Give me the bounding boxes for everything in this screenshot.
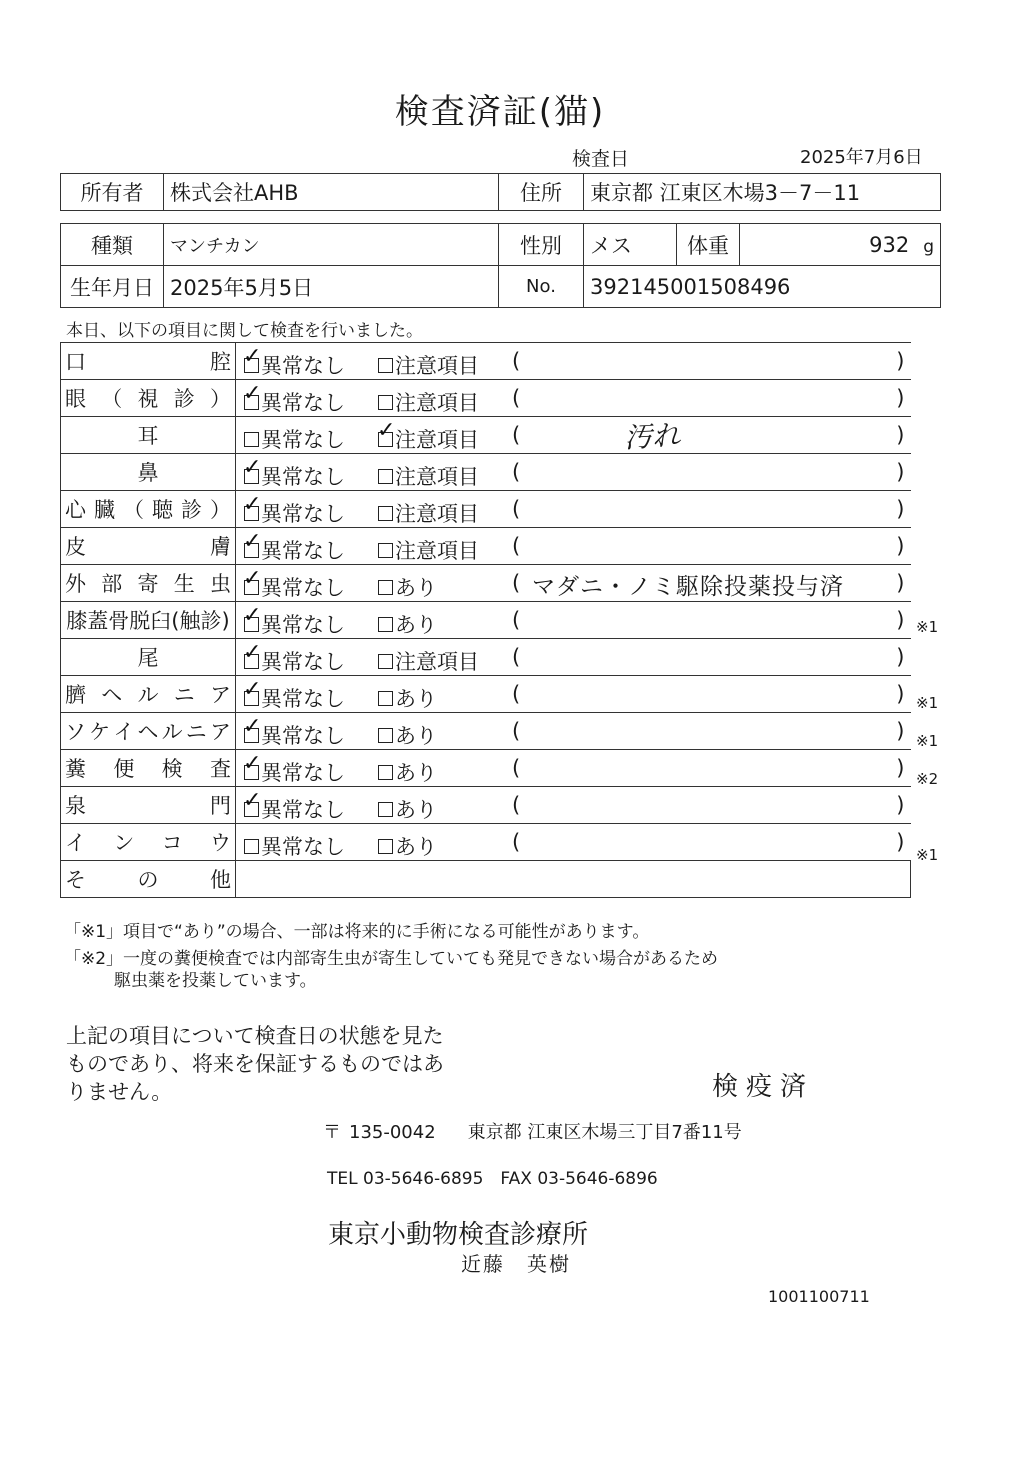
option-normal [243, 639, 345, 676]
result-cell [236, 565, 911, 602]
check-mark-icon: ✓ [243, 602, 262, 628]
birth-label: 生年月日 [61, 266, 164, 308]
item-name [61, 528, 236, 565]
item-name-char: 門 [210, 794, 231, 818]
item-name-char: 眼 [65, 387, 86, 411]
close-paren: ) [896, 460, 905, 484]
item-name-char: イ [65, 831, 86, 855]
item-name-chars [65, 417, 231, 453]
item-name-char: ア [210, 683, 231, 707]
item-name [61, 417, 236, 454]
option-normal [243, 454, 345, 491]
option-label: 注意項目 [395, 465, 479, 489]
option-label: 注意項目 [395, 428, 479, 452]
check-mark-icon: ✓ [243, 528, 262, 554]
checkbox[interactable] [378, 728, 393, 743]
option-attention [378, 461, 479, 491]
open-paren: ( [512, 682, 521, 706]
inspection-row [61, 491, 911, 528]
checkbox[interactable] [378, 469, 393, 484]
option-attention [378, 720, 437, 750]
inspection-row [61, 750, 911, 787]
open-paren: ( [512, 497, 521, 521]
open-paren: ( [512, 386, 521, 410]
item-name [61, 380, 236, 417]
check-mark-icon: ✓ [243, 787, 262, 813]
item-name-char: 査 [209, 757, 231, 781]
item-name-char: 心 [65, 498, 86, 522]
item-name-chars [65, 676, 231, 712]
document-title: 検査済証(猫) [394, 92, 606, 132]
inspection-row [61, 528, 911, 565]
item-name-chars [65, 380, 231, 416]
item-name-char: 尾 [137, 646, 159, 670]
weight-label: 体重 [677, 224, 740, 266]
item-name-chars [65, 528, 231, 564]
tel-fax: TEL 03-5646-6895 FAX 03-5646-6896 [327, 1169, 658, 1189]
checkbox[interactable] [243, 380, 262, 410]
other-notes-cell [236, 861, 911, 898]
item-name-chars [65, 565, 231, 601]
option-label: 異常なし [261, 465, 345, 489]
open-paren: ( [512, 756, 521, 780]
item-name-char: ヘ [101, 683, 123, 707]
item-name-char: 他 [210, 868, 231, 892]
owner-table [60, 173, 941, 211]
checkbox[interactable] [243, 454, 262, 484]
item-name [61, 750, 236, 787]
checkbox[interactable] [378, 765, 393, 780]
check-mark-icon: ✓ [243, 676, 262, 702]
item-name-char: 膝蓋骨脱臼(触診) [66, 609, 230, 633]
item-name-char: 診 [173, 387, 195, 411]
check-mark-icon: ✓ [243, 565, 262, 591]
item-name-char: ケ [89, 720, 111, 744]
open-paren: ( [512, 423, 521, 447]
option-label: あり [395, 835, 437, 859]
owner-label: 所有者 [61, 174, 164, 211]
item-name-char: 外 [65, 572, 86, 596]
item-name-char: ウ [209, 831, 231, 855]
item-name-char: イ [113, 720, 135, 744]
item-name-char: 皮 [65, 535, 86, 559]
item-name [61, 602, 236, 639]
item-name-char: 便 [113, 757, 135, 781]
option-label: 異常なし [261, 650, 345, 674]
item-name-char: 部 [101, 572, 123, 596]
option-normal [243, 343, 345, 380]
checkbox[interactable] [378, 543, 393, 558]
option-normal [243, 565, 345, 602]
option-label: あり [395, 798, 437, 822]
item-name [61, 713, 236, 750]
option-label: 異常なし [261, 798, 345, 822]
no-label: No. [499, 266, 584, 308]
checkbox[interactable] [377, 417, 396, 447]
item-name [61, 565, 236, 602]
item-name-char: 虫 [210, 572, 231, 596]
option-label: 異常なし [261, 835, 345, 859]
remark-text: マダニ・ノミ駆除投薬投与済 [532, 574, 844, 600]
item-name-char: 耳 [137, 424, 159, 448]
clinic-name: 東京小動物検査診療所 [328, 1220, 589, 1250]
checkbox[interactable] [244, 432, 259, 447]
inspection-row [61, 380, 911, 417]
item-name [61, 454, 236, 491]
option-attention [378, 794, 437, 824]
item-name-chars [65, 861, 231, 897]
checkbox[interactable] [378, 802, 393, 817]
check-mark-icon: ✓ [243, 713, 262, 739]
quarantine-stamp: 検疫済 [712, 1072, 815, 1102]
postal-code: 135-0042 [349, 1122, 436, 1143]
item-name-chars [65, 713, 231, 749]
open-paren: ( [512, 608, 521, 632]
option-attention [378, 683, 437, 713]
inspection-row-other [61, 861, 911, 898]
inspection-row [61, 454, 911, 491]
result-cell [236, 491, 911, 528]
option-normal [243, 491, 345, 528]
birth-value: 2025年5月5日 [164, 266, 499, 308]
item-name-char: ヘ [137, 720, 159, 744]
option-attention [378, 831, 437, 861]
close-paren: ) [896, 645, 905, 669]
open-paren: ( [512, 830, 521, 854]
inspection-date-label: 検査日 [572, 148, 630, 170]
checkbox[interactable] [378, 580, 393, 595]
option-attention [377, 417, 479, 454]
footnote-2-continued: 駆虫薬を投薬しています。 [114, 971, 317, 991]
item-name-char: 口 [65, 350, 86, 374]
inspection-row [61, 417, 911, 454]
checkbox[interactable] [378, 506, 393, 521]
item-name-char: 生 [173, 572, 195, 596]
item-name-char: 臍 [65, 683, 86, 707]
breed-label: 種類 [61, 224, 164, 266]
option-normal [243, 528, 345, 565]
option-label: あり [395, 576, 437, 600]
option-label: 注意項目 [395, 539, 479, 563]
checkbox[interactable] [378, 654, 393, 669]
item-name [61, 343, 236, 380]
checkbox[interactable] [244, 839, 259, 854]
checkbox[interactable] [243, 676, 262, 706]
item-name-char: 糞 [65, 757, 86, 781]
item-name [61, 861, 236, 898]
checkbox[interactable] [243, 528, 262, 558]
inspection-row [61, 565, 911, 602]
option-label: 注意項目 [395, 502, 479, 526]
inspection-row [61, 676, 911, 713]
option-label: 異常なし [261, 576, 345, 600]
result-cell [236, 824, 911, 861]
option-label: 異常なし [261, 428, 345, 452]
result-cell [236, 417, 911, 454]
checkbox[interactable] [243, 787, 262, 817]
item-name-chars [65, 491, 231, 527]
option-label: 注意項目 [395, 391, 479, 415]
weight-value: 932 [869, 232, 910, 257]
close-paren: ) [896, 571, 905, 595]
checkbox[interactable] [378, 358, 393, 373]
open-paren: ( [512, 349, 521, 373]
close-paren: ) [896, 830, 905, 854]
checkbox[interactable] [243, 491, 262, 521]
option-normal [244, 424, 345, 454]
footnote-mark: ※1 [916, 846, 939, 864]
check-mark-icon: ✓ [243, 491, 262, 517]
result-cell [236, 602, 911, 639]
item-name-char: ） [210, 387, 231, 411]
check-mark-icon: ✓ [243, 380, 262, 406]
close-paren: ) [896, 682, 905, 706]
option-normal [243, 713, 345, 750]
inspection-row [61, 639, 911, 676]
address-label: 住所 [499, 174, 584, 211]
item-name-char: ニ [173, 683, 195, 707]
option-label: 注意項目 [395, 650, 479, 674]
item-name-char: 寄 [137, 572, 159, 596]
open-paren: ( [512, 645, 521, 669]
check-mark-icon: ✓ [243, 454, 262, 480]
checkbox[interactable] [243, 565, 262, 595]
item-name-char: ニ [185, 720, 207, 744]
option-label: あり [395, 761, 437, 785]
item-name [61, 787, 236, 824]
item-name-char: 膚 [210, 535, 231, 559]
checkbox[interactable] [243, 750, 262, 780]
check-mark-icon: ✓ [243, 750, 262, 776]
item-name-chars [65, 824, 231, 860]
item-name-chars [65, 750, 231, 786]
item-name-char: の [137, 868, 159, 892]
street-address: 東京都 江東区木場三丁目7番11号 [467, 1122, 742, 1143]
inspection-row [61, 602, 911, 639]
option-normal [243, 750, 345, 787]
pet-info-table [60, 223, 941, 308]
clinic-address [323, 1118, 742, 1144]
result-cell [236, 343, 911, 380]
checkbox[interactable] [378, 395, 393, 410]
option-attention [378, 535, 479, 565]
option-attention [378, 350, 479, 380]
inspection-table [60, 342, 911, 898]
item-name-char: ル [137, 683, 159, 707]
item-name-char: 臓 [94, 498, 115, 522]
item-name-chars [65, 454, 231, 490]
sex-value: メス [584, 224, 677, 266]
item-name-char: 視 [137, 387, 159, 411]
check-mark-icon: ✓ [243, 343, 262, 369]
option-label: 異常なし [261, 613, 345, 637]
inspection-row [61, 713, 911, 750]
footnote-mark: ※1 [916, 694, 939, 712]
option-normal [243, 602, 345, 639]
option-label: あり [395, 687, 437, 711]
intro-text: 本日、以下の項目に関して検査を行いました。 [66, 321, 423, 341]
result-cell [236, 713, 911, 750]
item-name-char: ン [113, 831, 135, 855]
result-cell [236, 639, 911, 676]
close-paren: ) [896, 719, 905, 743]
footnote-mark: ※1 [916, 732, 939, 750]
doctor-name: 近藤 英樹 [461, 1252, 571, 1276]
item-name-char: そ [65, 868, 86, 892]
option-label: 注意項目 [395, 354, 479, 378]
weight-unit: g [923, 236, 934, 257]
checkbox[interactable] [243, 713, 262, 743]
item-name-char: 腔 [210, 350, 231, 374]
option-label: あり [395, 724, 437, 748]
result-cell [236, 454, 911, 491]
sex-label: 性別 [499, 224, 584, 266]
result-cell [236, 750, 911, 787]
item-name-char: ） [210, 498, 231, 522]
address-value: 東京都 江東区木場3－7－11 [584, 174, 941, 211]
inspection-row [61, 824, 911, 861]
option-label: 異常なし [261, 761, 345, 785]
document-code: 1001100711 [768, 1287, 870, 1306]
close-paren: ) [896, 386, 905, 410]
option-attention [378, 498, 479, 528]
inspection-row [61, 787, 911, 824]
option-normal [243, 380, 345, 417]
footnote-mark: ※1 [916, 618, 939, 636]
option-attention [378, 609, 437, 639]
checkbox[interactable] [378, 839, 393, 854]
open-paren: ( [512, 793, 521, 817]
option-label: 異常なし [261, 391, 345, 415]
footnote-mark: ※2 [916, 770, 939, 788]
item-name-char: 検 [161, 757, 183, 781]
item-name-char: ア [209, 720, 231, 744]
handwritten-remark: 汚れ [623, 418, 681, 455]
open-paren: ( [512, 719, 521, 743]
checkbox[interactable] [378, 617, 393, 632]
item-name-chars [65, 602, 231, 638]
close-paren: ) [896, 423, 905, 447]
checkbox[interactable] [243, 602, 262, 632]
option-normal [244, 831, 345, 861]
item-name-chars [65, 639, 231, 675]
open-paren: ( [512, 571, 521, 595]
item-name-char: 鼻 [137, 461, 159, 485]
no-value: 392145001508496 [584, 266, 941, 308]
open-paren: ( [512, 460, 521, 484]
footnote-1: 「※1」項目で“あり”の場合、一部は将来的に手術になる可能性があります。 [64, 922, 650, 942]
item-name-char: （ [101, 387, 123, 411]
result-cell [236, 787, 911, 824]
open-paren: ( [512, 534, 521, 558]
option-label: あり [395, 613, 437, 637]
item-name-char: ル [161, 720, 183, 744]
item-name-chars [65, 343, 231, 379]
option-normal [243, 787, 345, 824]
option-attention [378, 757, 437, 787]
close-paren: ) [896, 497, 905, 521]
item-name-char: ソ [65, 720, 86, 744]
option-label: 異常なし [261, 502, 345, 526]
item-name [61, 639, 236, 676]
item-name-char: 聴 [152, 498, 173, 522]
close-paren: ) [896, 756, 905, 780]
result-cell [236, 528, 911, 565]
disclaimer: 上記の項目について検査日の状態を見たものであり、将来を保証するものではありません。 [66, 1024, 444, 1104]
item-name-chars [65, 787, 231, 823]
postal-mark: 〒 [323, 1122, 341, 1143]
weight-cell [740, 224, 941, 266]
option-normal [243, 676, 345, 713]
option-label: 異常なし [261, 539, 345, 563]
item-name [61, 676, 236, 713]
inspection-row [61, 343, 911, 380]
checkbox[interactable] [378, 691, 393, 706]
item-name-char: コ [161, 831, 183, 855]
item-name-char: 診 [181, 498, 202, 522]
item-name [61, 491, 236, 528]
owner-value: 株式会社AHB [164, 174, 499, 211]
result-cell [236, 380, 911, 417]
inspection-date: 2025年7月6日 [800, 147, 923, 168]
option-label: 異常なし [261, 687, 345, 711]
item-name-char: （ [123, 498, 144, 522]
option-attention [378, 646, 479, 676]
close-paren: ) [896, 608, 905, 632]
option-label: 異常なし [261, 354, 345, 378]
option-label: 異常なし [261, 724, 345, 748]
check-mark-icon: ✓ [243, 639, 262, 665]
item-name [61, 824, 236, 861]
item-name-char: 泉 [65, 794, 86, 818]
option-attention [378, 572, 437, 602]
close-paren: ) [896, 534, 905, 558]
close-paren: ) [896, 349, 905, 373]
breed-value: マンチカン [164, 224, 499, 266]
footnote-2: 「※2」一度の糞便検査では内部寄生虫が寄生していても発見できない場合があるため [64, 949, 719, 969]
checkbox[interactable] [243, 343, 262, 373]
check-mark-icon: ✓ [377, 417, 396, 443]
option-attention [378, 387, 479, 417]
checkbox[interactable] [243, 639, 262, 669]
result-cell [236, 676, 911, 713]
close-paren: ) [896, 793, 905, 817]
